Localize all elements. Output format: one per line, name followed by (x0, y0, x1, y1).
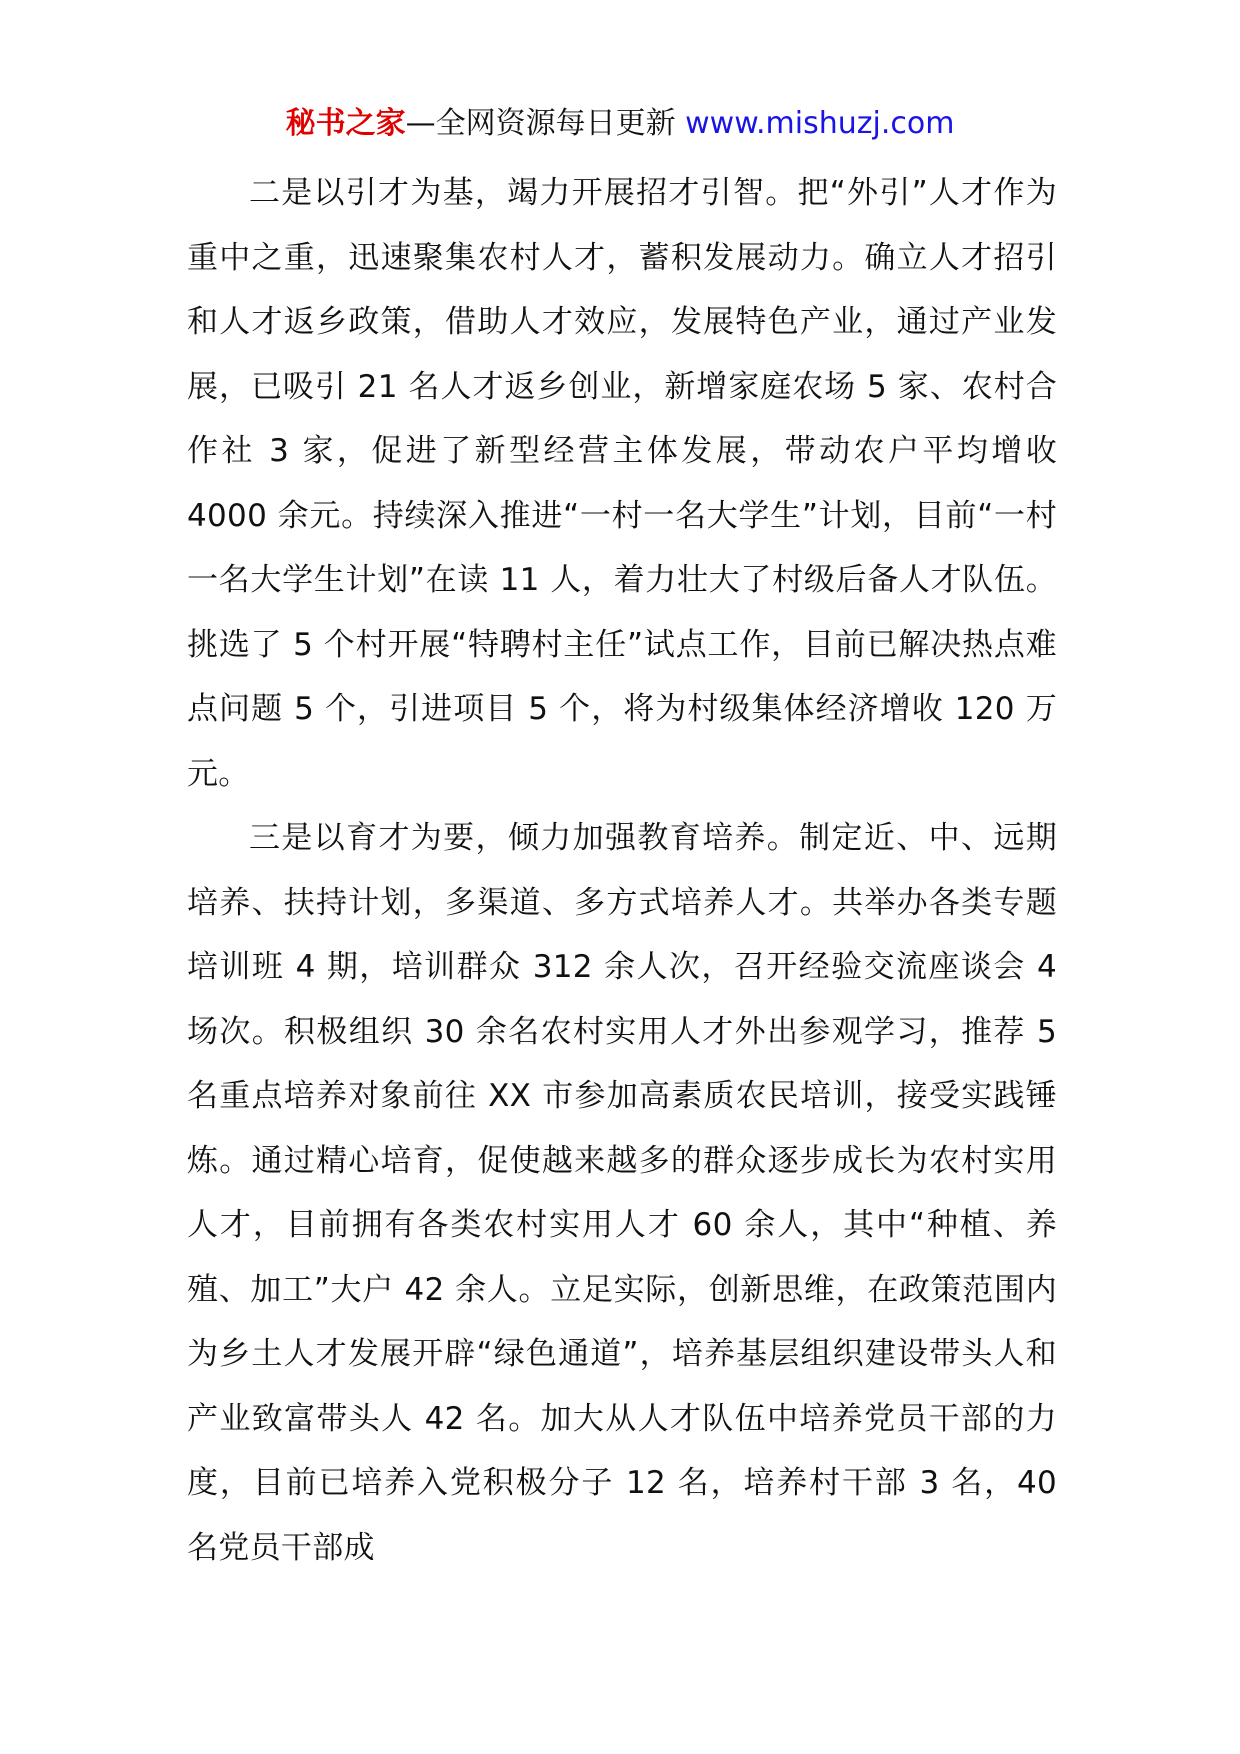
paragraph-recruit-talent: 二是以引才为基，竭力开展招才引智。把“外引”人才作为重中之重，迅速聚集农村人才，蓄积发展动力。确立人才招引和人才返乡政策，借助人才效应，发展特色产业，通过产业发展，已吸引 21 名人才返乡创业，新增家庭农场 5 家、农村合作社 3 家，促进了新型经营主体发展，带动农户平均增收 4000 余元。持续深入推进“一村一名大学生”计划，目前“一村一名大学生计划”在读 11 人，着力壮大了村级后备人才队伍。挑选了 5 个村开展“特聘村主任”试点工作，目前已解决热点难点问题 5 个，引进项目 5 个，将为村级集体经济增收 120 万元。 (187, 175, 1057, 792)
page-header (0, 104, 1240, 144)
header-tagline: —全网资源每日更新 (405, 106, 676, 141)
brand-name: 秘书之家 (285, 106, 406, 141)
site-url-link[interactable]: www.mishuzj.com (685, 106, 955, 141)
document-body (187, 161, 1057, 1580)
paragraph-cultivate-talent: 三是以育才为要，倾力加强教育培养。制定近、中、远期培养、扶持计划，多渠道、多方式培养人才。共举办各类专题培训班 4 期，培训群众 312 余人次，召开经验交流座谈会 4 场次。积极组织 30 余名农村实用人才外出参观学习，推荐 5 名重点培养对象前往 XX 市参加高素质农民培训，接受实践锤炼。通过精心培育，促使越来越多的群众逐步成长为农村实用人才，目前拥有各类农村实用人才 60 余人，其中“种植、养殖、加工”大户 42 余人。立足实际，创新思维，在政策范围内为乡土人才发展开辟“绿色通道”，培养基层组织建设带头人和产业致富带头人 42 名。加大从人才队伍中培养党员干部的力度，目前已培养入党积极分子 12 名，培养村干部 3 名，40 名党员干部成 (187, 820, 1057, 1566)
